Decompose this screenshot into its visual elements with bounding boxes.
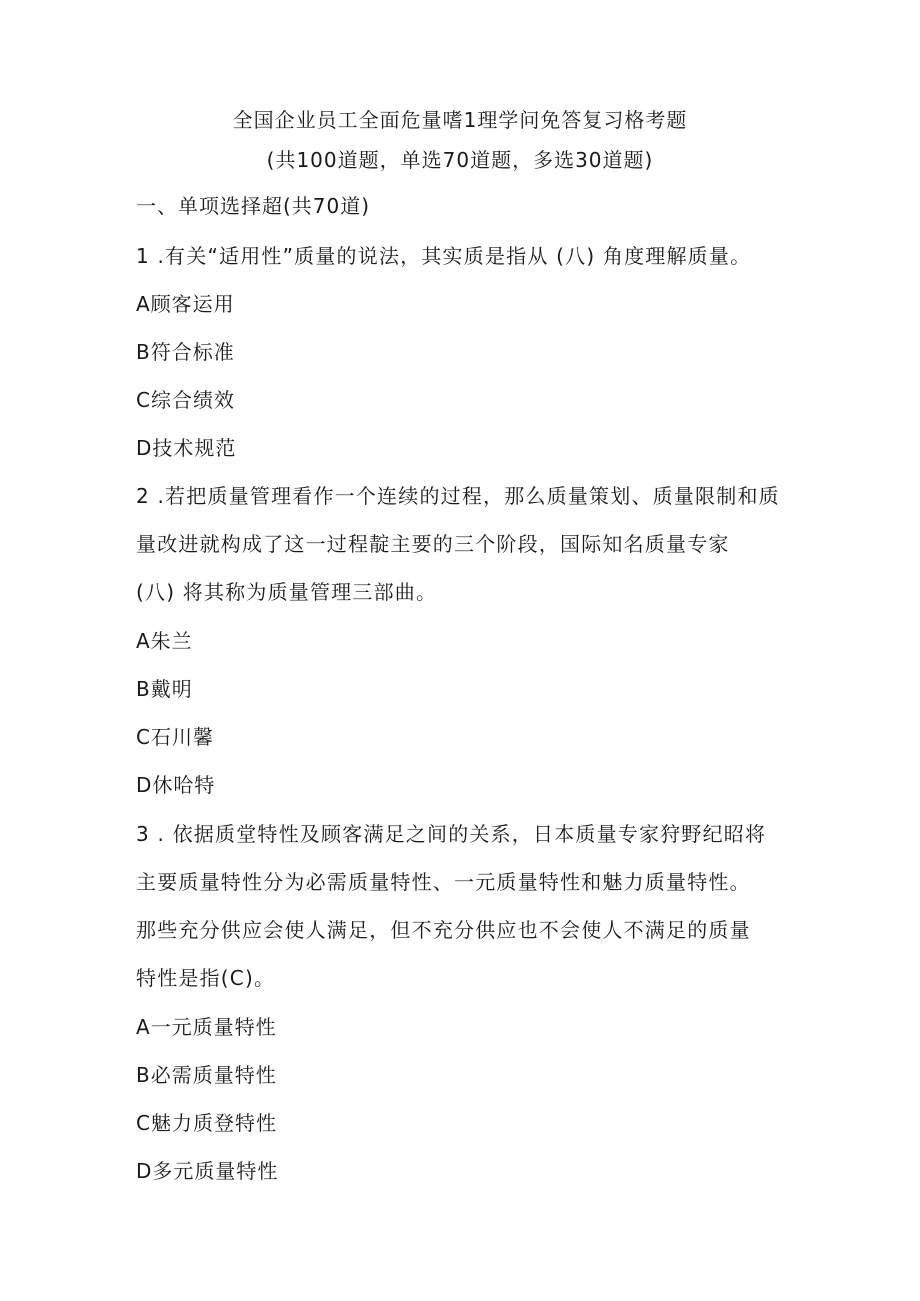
question-3-text-line-1: 3 . 依据质堂特性及顾客满足之间的关系，日本质量专家狩野纪昭将 (136, 822, 767, 846)
section-heading: 一、单项选择超(共70道) (136, 194, 371, 218)
question-3-option-d: D多元质量特性 (136, 1159, 279, 1183)
question-2-option-d: D休哈特 (136, 773, 216, 797)
question-3-text-line-4: 特性是指(C)。 (136, 966, 276, 990)
document-subtitle: (共100道题，单选70道题，多选30道题) (266, 148, 654, 172)
question-1-option-b: B符合标准 (136, 340, 235, 364)
question-2-text-line-3: (八) 将其称为质量管理三部曲。 (136, 580, 438, 604)
question-3-text-line-3: 那些充分供应会使人满足，但不充分供应也不会使人不满足的质量 (136, 918, 751, 942)
question-1-text: 1 .有关“适用性”质量的说法，其实质是指从 (八) 角度理解质量。 (136, 244, 752, 268)
question-1-option-a: A顾客运用 (136, 292, 235, 316)
question-2-option-b: B戴明 (136, 677, 193, 701)
question-2-text-line-2: 量改进就构成了这一过程靛主要的三个阶段，国际知名质量专家 (136, 532, 730, 556)
question-1-option-c: C综合绩效 (136, 388, 235, 412)
question-2-option-a: A朱兰 (136, 629, 193, 653)
question-1-option-d: D技术规范 (136, 436, 237, 460)
question-2-text-line-1: 2 .若把质量管理看作一个连续的过程，那么质量策划、质量限制和质 (136, 484, 780, 508)
question-2-option-c: C石川馨 (136, 725, 214, 749)
question-3-text-line-2: 主要质量特性分为必需质量特性、一元质量特性和魅力质量特性。 (136, 870, 751, 894)
document-title: 全国企业员工全面危量嗜1理学问免答复习格考题 (232, 108, 688, 132)
question-3-option-a: A一元质量特性 (136, 1015, 277, 1039)
question-3-option-c: C魅力质登特性 (136, 1111, 277, 1135)
question-3-option-b: B必需质量特性 (136, 1063, 277, 1087)
